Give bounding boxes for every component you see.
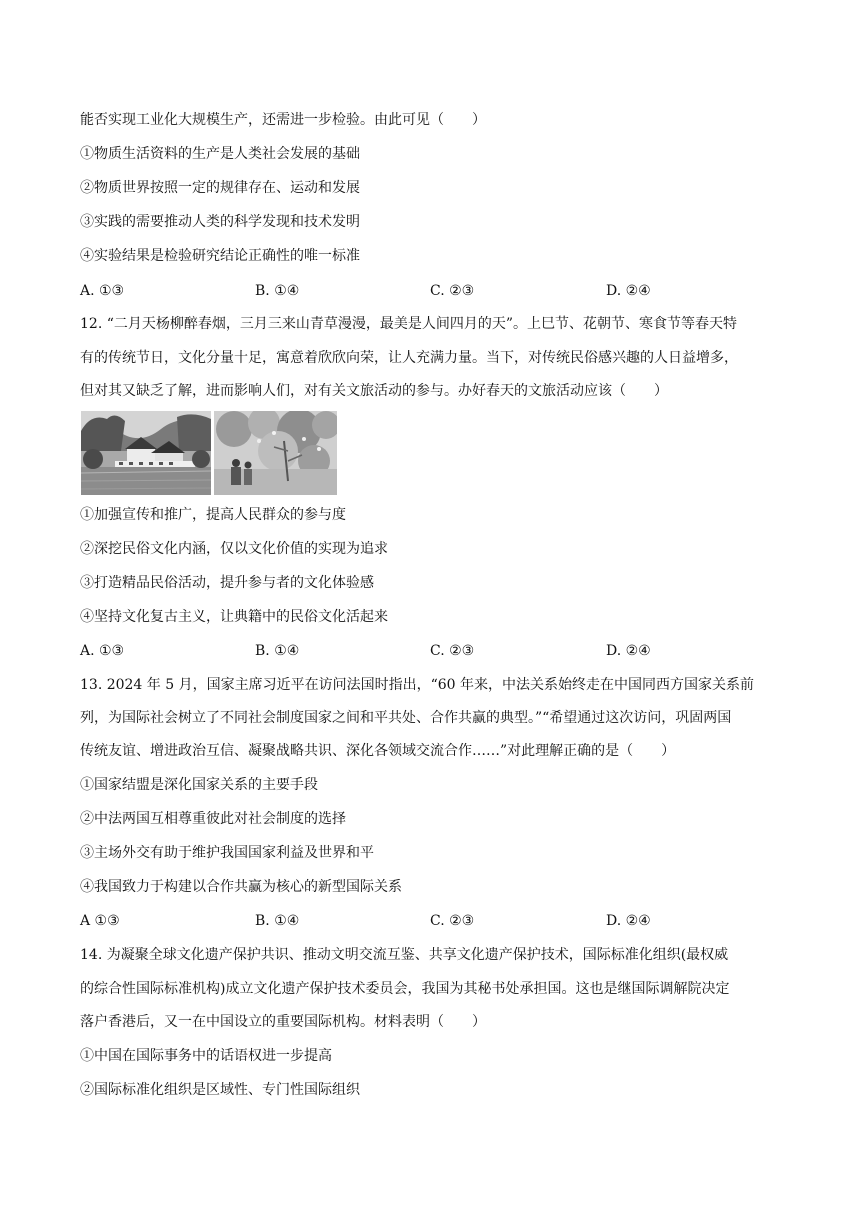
q14-stem-line-1: 14. 为凝聚全球文化遗产保护共识、推动文明交流互鉴、共享文化遗产保护技术，国际标准化组织(最权威 — [80, 947, 729, 963]
q13-option-a: A ①③ — [80, 913, 120, 929]
q13-option-c: C. ②③ — [430, 913, 475, 929]
q13-stem-line-3: 传统友谊、增进政治互信、凝聚战略共识、深化各领域交流合作……”对此理解正确的是（ ） — [80, 743, 676, 759]
q13-item-2: ②中法两国互相尊重彼此对社会制度的选择 — [80, 811, 346, 827]
q11-stem-line: 能否实现工业化大规模生产，还需进一步检验。由此可见（ ） — [80, 112, 486, 128]
q12-option-c: C. ②③ — [430, 643, 475, 659]
q11-option-b: B. ①④ — [255, 283, 300, 299]
q13-item-1: ①国家结盟是深化国家关系的主要手段 — [80, 777, 318, 793]
q11-item-4: ④实验结果是检验研究结论正确性的唯一标准 — [80, 248, 360, 264]
q14-stem-line-3: 落户香港后，又一在中国设立的重要国际机构。材料表明（ ） — [80, 1014, 486, 1030]
spring-festival-people-photo — [214, 411, 337, 495]
q12-item-3: ③打造精品民俗活动，提升参与者的文化体验感 — [80, 575, 374, 591]
q11-option-d: D. ②④ — [606, 283, 651, 299]
q11-option-a: A. ①③ — [80, 283, 125, 299]
q13-stem-line-1: 13. 2024 年 5 月，国家主席习近平在访问法国时指出，“60 年来，中法关系始终走在中国同西方国家关系前 — [80, 677, 755, 693]
q12-item-2: ②深挖民俗文化内涵，仅以文化价值的实现为追求 — [80, 541, 388, 557]
q12-option-b: B. ①④ — [255, 643, 300, 659]
q13-option-d: D. ②④ — [606, 913, 651, 929]
q14-stem-line-2: 的综合性国际标准机构)成立文化遗产保护技术委员会，我国为其秘书处承担国。这也是继国际调解院决定 — [80, 981, 730, 997]
q14-item-2: ②国际标准化组织是区域性、专门性国际组织 — [80, 1082, 360, 1098]
q12-stem-line-3: 但对其又缺乏了解，进而影响人们，对有关文旅活动的参与。办好春天的文旅活动应该（ ） — [80, 383, 668, 399]
q12-stem-line-1: 12. “二月天杨柳醉春烟，三月三来山青草漫漫，最美是人间四月的天”。上巳节、花朝节、寒食节等春天特 — [80, 316, 738, 332]
q13-stem-line-2: 列，为国际社会树立了不同社会制度国家之间和平共处、合作共赢的典型。”“希望通过这次访问，巩固两国 — [80, 710, 732, 726]
q13-item-4: ④我国致力于构建以合作共赢为核心的新型国际关系 — [80, 879, 402, 895]
q12-stem-line-2: 有的传统节日，文化分量十足，寓意着欣欣向荣，让人充满力量。当下，对传统民俗感兴趣的人日益增多， — [80, 350, 738, 366]
q11-item-3: ③实践的需要推动人类的科学发现和技术发明 — [80, 214, 360, 230]
q12-option-a: A. ①③ — [80, 643, 125, 659]
q14-item-1: ①中国在国际事务中的话语权进一步提高 — [80, 1048, 332, 1064]
q11-option-c: C. ②③ — [430, 283, 475, 299]
q11-item-1: ①物质生活资料的生产是人类社会发展的基础 — [80, 146, 360, 162]
q12-option-d: D. ②④ — [606, 643, 651, 659]
q13-item-3: ③主场外交有助于维护我国国家利益及世界和平 — [80, 845, 374, 861]
riverside-village-photo — [81, 411, 211, 495]
q13-option-b: B. ①④ — [255, 913, 300, 929]
q12-photos — [81, 411, 337, 495]
q12-item-1: ①加强宣传和推广，提高人民群众的参与度 — [80, 507, 346, 523]
q12-item-4: ④坚持文化复古主义，让典籍中的民俗文化活起来 — [80, 609, 388, 625]
q11-item-2: ②物质世界按照一定的规律存在、运动和发展 — [80, 180, 360, 196]
